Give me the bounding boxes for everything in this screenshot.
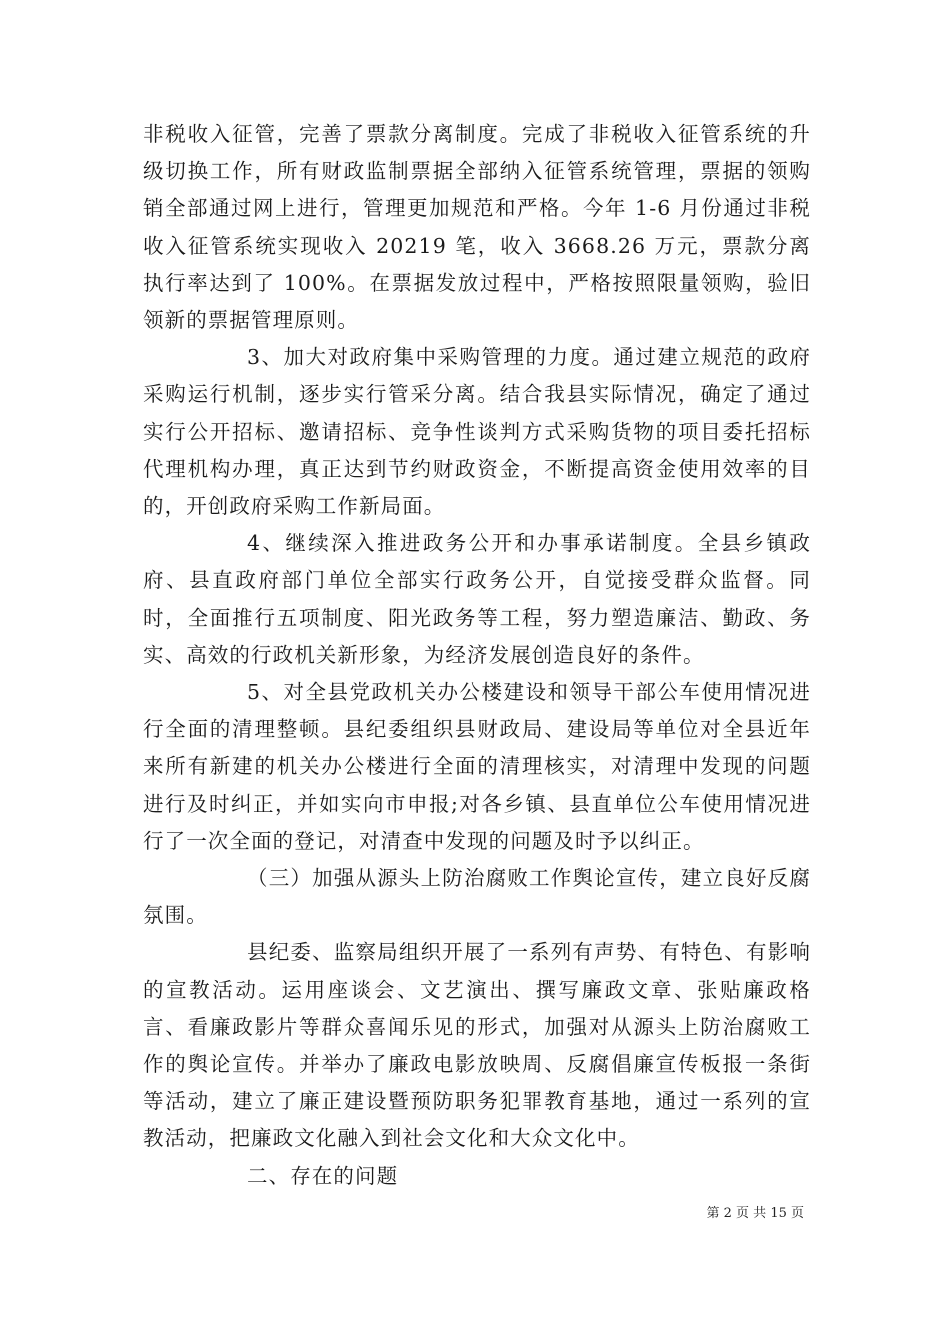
paragraph-office-building-cleanup: 5、对全县党政机关办公楼建设和领导干部公车使用情况进行全面的清理整顿。县纪委组织县财政局、建设局等单位对全县近年来所有新建的机关办公楼进行全面的清理核实，对清理中发现的问题进行及时纠正，并如实向市申报;对各乡镇、县直单位公车使用情况进行了一次全面的登记，对清查中发现的问题及时予以纠正。 [143,680,811,853]
paragraph-non-tax-revenue: 非税收入征管，完善了票款分离制度。完成了非税收入征管系统的升级切换工作，所有财政监制票据全部纳入征管系统管理，票据的领购销全部通过网上进行，管理更加规范和严格。今年 1-6 月份通过非税收入征管系统实现收入 20219 笔，收入 3668.26 万元，票款分离执行率达到了 100%。在票据发放过程中，严格按照限量领购，验旧领新的票据管理原则。 [143,122,811,333]
paragraph-government-procurement: 3、加大对政府集中采购管理的力度。通过建立规范的政府采购运行机制，逐步实行管采分离。结合我县实际情况，确定了通过实行公开招标、邀请招标、竞争性谈判方式采购货物的项目委托招标代理机构办理，真正达到节约财政资金，不断提高资金使用效率的目的，开创政府采购工作新局面。 [143,345,811,519]
section-heading-existing-problems: 二、存在的问题 [247,1163,399,1188]
document-body [143,116,811,1195]
paragraph-education-activities: 县纪委、监察局组织开展了一系列有声势、有特色、有影响的宣教活动。运用座谈会、文艺演出、撰写廉政文章、张贴廉政格言、看廉政影片等群众喜闻乐见的形式，加强对从源头上防治腐败工作的舆论宣传。并举办了廉政电影放映周、反腐倡廉宣传板报一条街等活动，建立了廉正建设暨预防职务犯罪教育基地，通过一系列的宣教活动，把廉政文化融入到社会文化和大众文化中。 [143,940,811,1151]
section-heading-publicity: （三）加强从源头上防治腐败工作舆论宣传，建立良好反腐氛围。 [143,866,811,928]
paragraph-government-transparency: 4、继续深入推进政务公开和办事承诺制度。全县乡镇政府、县直政府部门单位全部实行政务公开，自觉接受群众监督。同时，全面推行五项制度、阳光政务等工程，努力塑造廉洁、勤政、务实、高效的行政机关新形象，为经济发展创造良好的条件。 [143,531,811,667]
page-number-footer: 第 2 页 共 15 页 [706,1206,804,1221]
